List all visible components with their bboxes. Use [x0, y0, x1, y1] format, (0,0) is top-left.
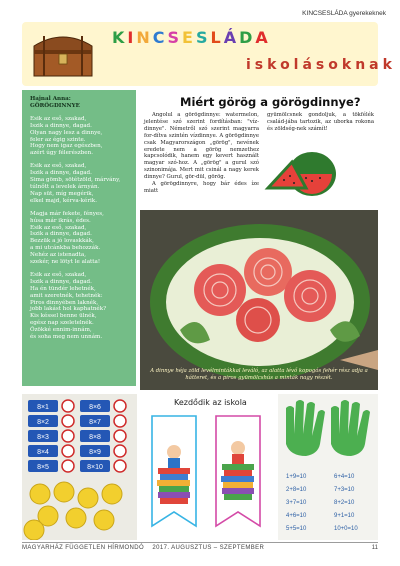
multiplication-card-label: 8×1 [37, 404, 49, 411]
poem-line: és soha meg nem unnám. [30, 334, 103, 341]
multiplication-card-label: 8×3 [37, 434, 49, 441]
poem-line: amit szeretnék, tehetnék: [30, 292, 103, 299]
yellow-cap [102, 484, 122, 504]
bottle-cap [114, 445, 126, 457]
footer-date: 2017. AUGUSZTUS – SZEPTEMBER [152, 545, 265, 551]
poem-line: Sima gömb, sötétzöld, márvány, [30, 177, 121, 184]
page-number: 11 [371, 545, 378, 551]
yellow-cap [78, 488, 98, 508]
title-letter: S [195, 28, 211, 47]
poem-line: húsa már ikrás, édes. [30, 217, 91, 224]
addition-equation: 3+7=10 [286, 500, 307, 506]
magazine-title [112, 28, 271, 47]
footer-text [22, 545, 264, 551]
poem-stanza [30, 272, 128, 341]
title-letter: K [112, 28, 128, 47]
poem-line: Piros dinnyében laknék, [30, 299, 99, 306]
multiplication-card-label: 8×5 [37, 464, 49, 471]
addition-equation: 2+8=10 [286, 487, 307, 493]
addition-equation: 9+1=10 [334, 513, 355, 519]
article-column-1 [144, 112, 259, 195]
addition-equation: 5+5=10 [286, 526, 307, 532]
treasure-chest-icon [30, 28, 96, 78]
multiplication-card-label: 8×7 [89, 419, 101, 426]
yellow-cap [24, 520, 44, 540]
yellow-cap [30, 484, 50, 504]
poem-author: Hajnal Anna: [30, 96, 71, 102]
yellow-cap [94, 510, 114, 530]
addition-equation: 1+9=10 [286, 474, 307, 480]
bottle-cap [114, 400, 126, 412]
poem-line: Iszik a dinnye, dagad. [30, 122, 92, 129]
poem-line: Nap süt, míg megérik, [30, 190, 94, 197]
multiplication-card-label: 8×2 [37, 419, 49, 426]
poem-line: a mi utcánkba behozzák. [30, 245, 101, 252]
article-paragraph: A görögdinnyre, hogy bár édes íze miatt [144, 181, 259, 194]
watermelon-image [262, 148, 338, 200]
title-letter: N [136, 28, 153, 47]
title-letter: I [127, 28, 137, 47]
bottle-cap [62, 415, 74, 427]
multiplication-card-label: 8×4 [37, 449, 49, 456]
bottle-cap [114, 415, 126, 427]
title-letter: L [210, 28, 224, 47]
poem-line: szekér, ne lötyt le alatta! [30, 259, 101, 266]
poem-stanza [30, 116, 128, 157]
article-paragraph: gyümölcsnek gondoljuk, a tökfélék család-jába tartozik, az uborka rokona és zöldség-nek számít! [267, 112, 374, 132]
poem-line: Nehéz az istenadta, [30, 252, 87, 259]
title-letter: Á [223, 28, 240, 47]
bottle-cap [62, 430, 74, 442]
poem-line: egész nap szeletelnék. [30, 320, 94, 327]
magazine-name: KINCSESLÁDA gyerekeknek [302, 10, 386, 17]
poem-line: túlnőtt a levelek árnyán. [30, 183, 100, 190]
addition-equation: 6+4=10 [334, 474, 355, 480]
addition-equation: 8+2=10 [334, 500, 355, 506]
bottle-cap [62, 445, 74, 457]
title-letter: A [255, 28, 271, 47]
article [140, 90, 378, 207]
footer-divider [22, 542, 378, 543]
poem-stanza [30, 211, 128, 266]
school-books-illustration [140, 394, 275, 540]
poem-line: feler az égig szinte. [30, 136, 86, 143]
multiplication-bottlecaps-photo [22, 394, 137, 540]
poem-line: Őzökké ennim-innám, [30, 327, 92, 334]
title-letter: C [152, 28, 168, 47]
poem-stanza [30, 163, 128, 204]
poem-line: Bezzük a jó lovaskkák, [30, 238, 94, 245]
poem-line: Hogy nem igaz egészben, [30, 143, 103, 150]
poem-line: Ha én tündér lehetnék, [30, 285, 96, 292]
school-section-title: Kezdődik az iskola [174, 398, 247, 407]
title-letter: E [182, 28, 196, 47]
bottle-cap [62, 460, 74, 472]
poem-line: Iszik a dinnye, dagad. [30, 170, 92, 177]
poem-box [22, 90, 136, 386]
yellow-cap [54, 482, 74, 502]
article-column-2 [267, 112, 374, 133]
photo-caption: A dinnye héja zöld levélmintákkal leváló, az alatta lévő kopogós fehér rész adja a hátteret, és a piros gyümölcshús a minták nagy részét. [150, 368, 368, 381]
multiplication-card-label: 8×9 [89, 449, 101, 456]
poem-title: GÖRÖGDINNYE [30, 102, 80, 109]
addition-equation: 10+0=10 [334, 526, 358, 532]
footer-publication: MAGYARHÁZ FÜGGETLEN HÍRMONDÓ [22, 545, 145, 551]
multiplication-card-label: 8×8 [89, 434, 101, 441]
addition-equation: 7+3=10 [334, 487, 355, 493]
bottle-cap [62, 400, 74, 412]
carved-watermelon-photo [140, 210, 378, 390]
multiplication-card-label: 8×6 [89, 404, 101, 411]
poem-line: Esik az eső, szakad, [30, 224, 87, 231]
poem-line: Iszik a dinnye, dagad. [30, 278, 92, 285]
hand-counting-photo [278, 394, 378, 540]
poem-line: elkel majd, kérva-kérik. [30, 197, 97, 204]
magazine-subtitle: iskolásoknak [246, 57, 396, 73]
poem-line: Magja már fekete, fényes, [30, 210, 104, 217]
poem-line: jobb lakást hol kaphatnék? [30, 306, 107, 313]
multiplication-card-label: 8×10 [87, 464, 103, 471]
poem-line: Esik az eső, szakad, [30, 163, 87, 170]
addition-equation: 4+6=10 [286, 513, 307, 519]
bottle-cap [114, 430, 126, 442]
title-letter: D [239, 28, 256, 47]
poem-line: azért úgy félerészben. [30, 150, 93, 157]
article-title: Miért görög a görögdinnye? [180, 95, 361, 109]
poem-line: Olyan nagy lesz a dinnye, [30, 129, 103, 136]
title-letter: S [167, 28, 183, 47]
article-paragraph: Angolul a görögdinnye: watermelon, jelentése szó szerint fordításban: "víz-dinnye". Németről szó szerint magyarra for-dítva szintén vízdinnye. A görögdinnye csak Magyarországon „görög", nevének eredete nem a görög nemzethez kapcsolódik, hanem egy kevert használt magyar szó-hoz. A „görög" a gurul szó szinonimája. Mert mit csinál a nagy kerek dinnye? Gurul, gör-dül, görög. [144, 112, 259, 181]
poem-line: Esik az eső, szakad, [30, 271, 87, 278]
poem-line: Kis késsel benne ülnék, [30, 313, 97, 320]
yellow-cap [66, 508, 86, 528]
poem-line: Iszik a dinnye, dagad. [30, 231, 92, 238]
bottle-cap [114, 460, 126, 472]
poem-body [30, 116, 128, 341]
poem-line: Esik az eső, szakad, [30, 115, 87, 122]
